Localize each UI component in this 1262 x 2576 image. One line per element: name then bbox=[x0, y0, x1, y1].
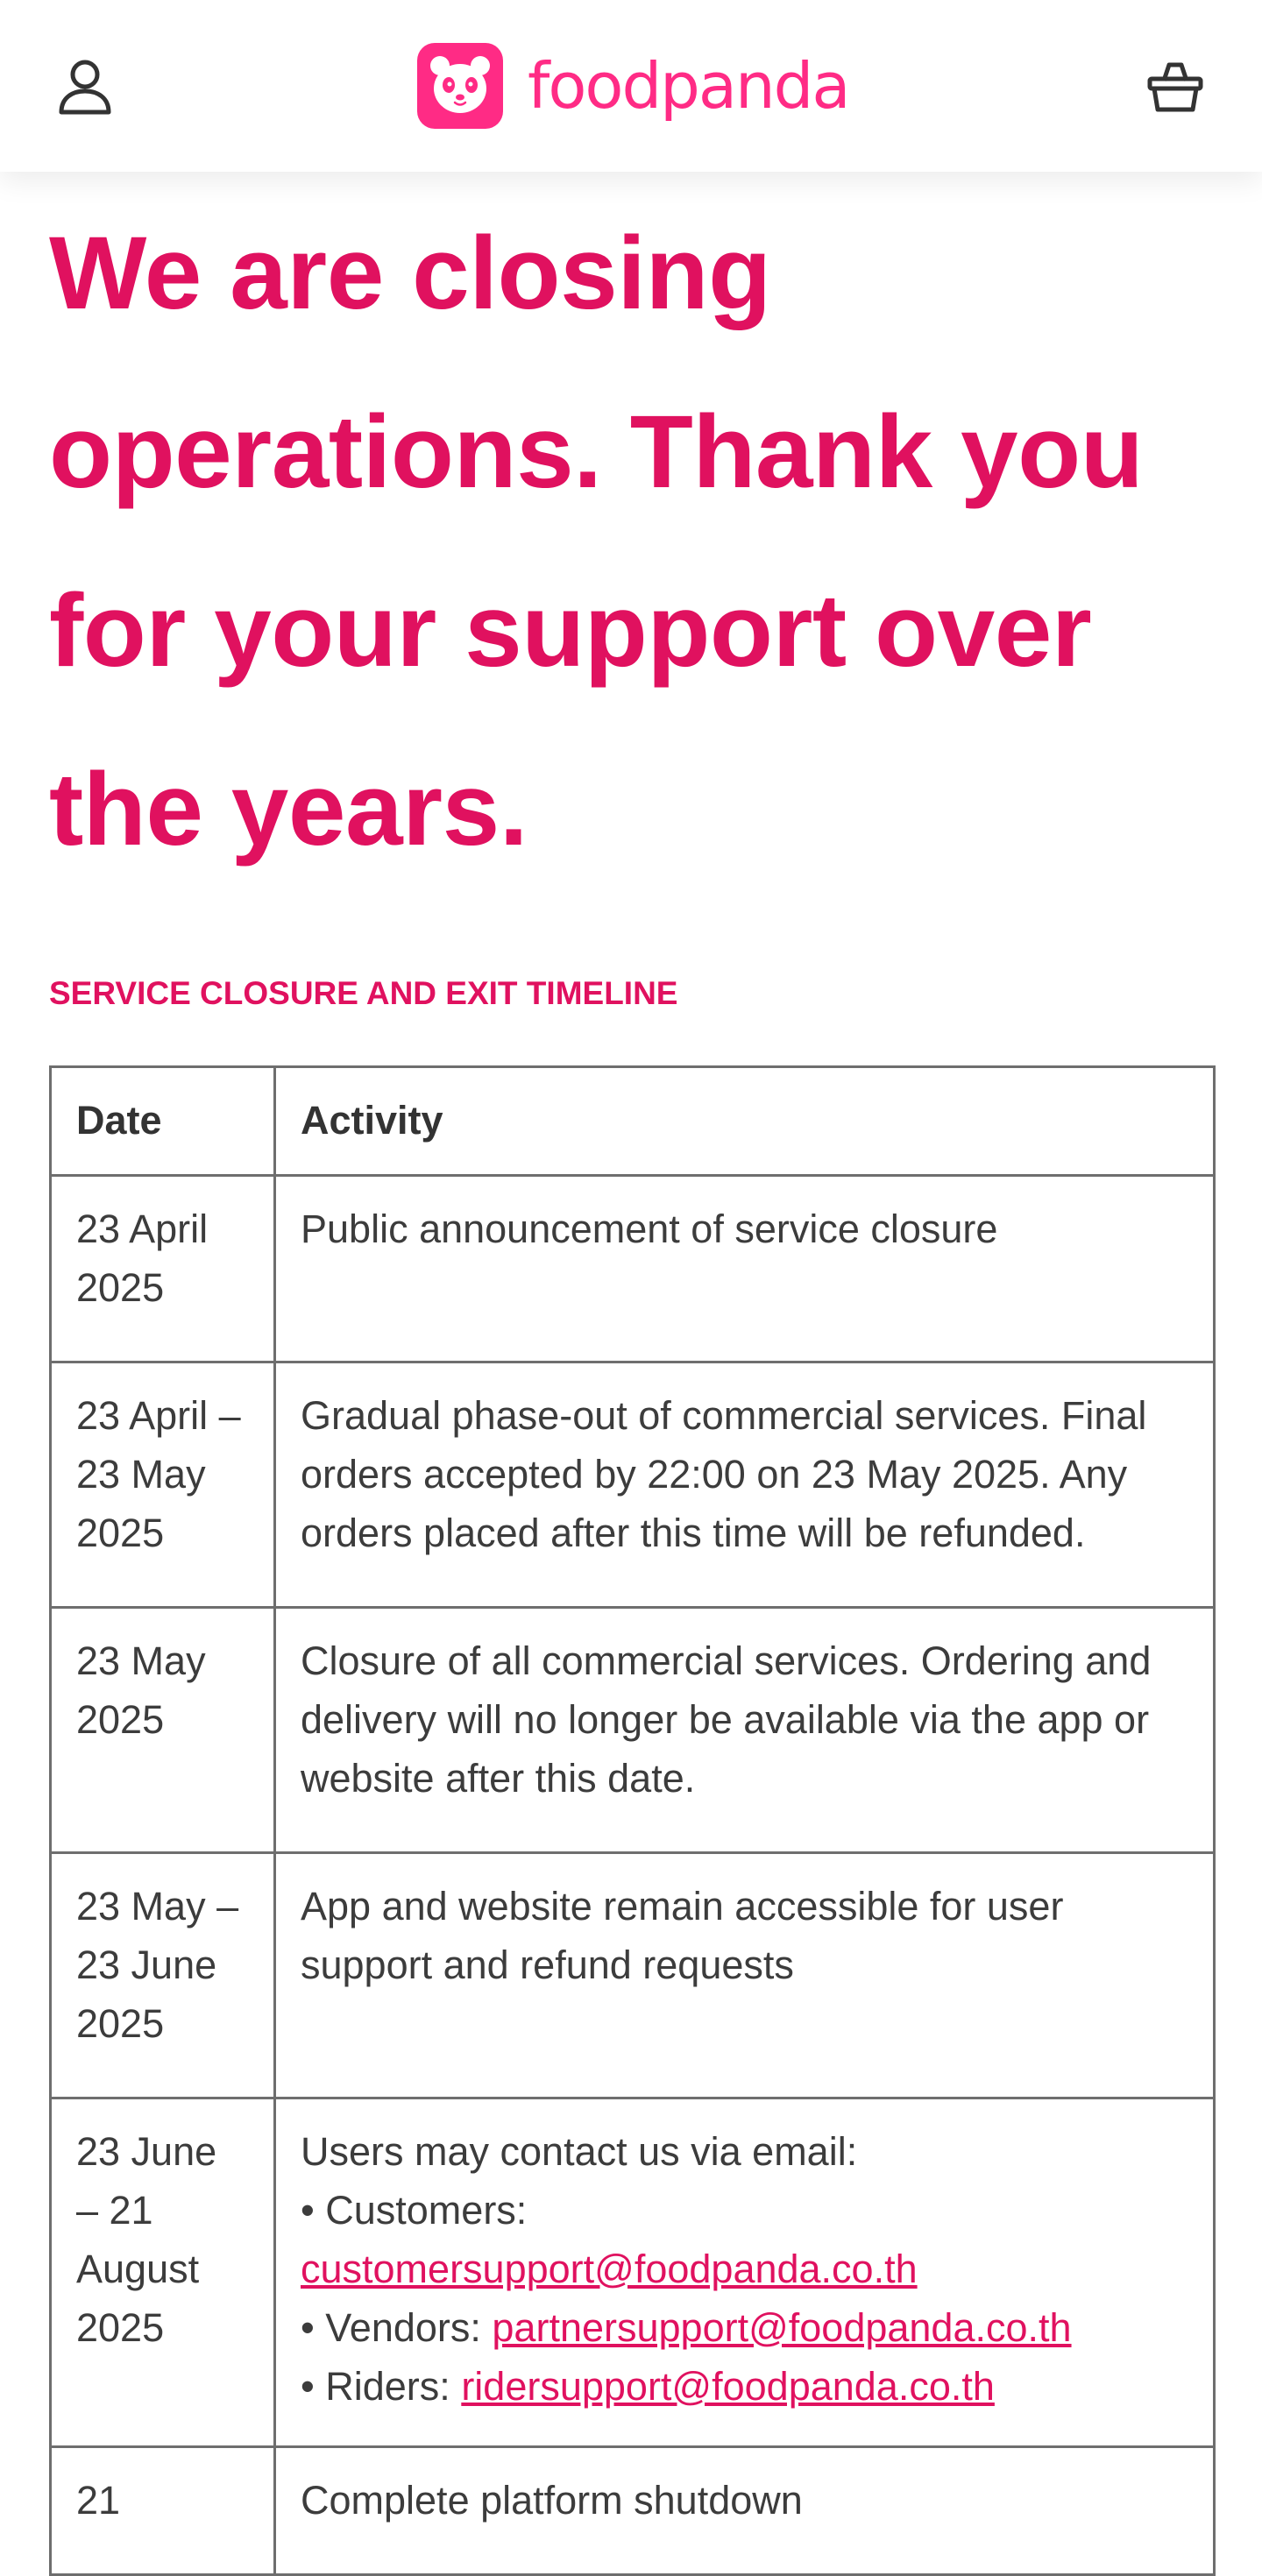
customer-support-email-link[interactable]: customersupport@foodpanda.co.th bbox=[301, 2247, 918, 2291]
section-title: SERVICE CLOSURE AND EXIT TIMELINE bbox=[49, 975, 678, 1011]
date-cell: 23 May 2025 bbox=[51, 1608, 275, 1853]
panda-logo-icon bbox=[417, 43, 503, 129]
account-button[interactable] bbox=[46, 47, 124, 126]
table-header-row bbox=[51, 1067, 1215, 1176]
table-row bbox=[51, 1853, 1215, 2098]
activity-cell: Closure of all commercial services. Ordering and delivery will no longer be available via the app or website after this date. bbox=[275, 1608, 1215, 1853]
activity-cell: Public announcement of service closure bbox=[275, 1176, 1215, 1362]
closure-notice bbox=[49, 172, 1213, 2576]
shopping-basket-icon bbox=[1146, 60, 1204, 114]
activity-cell: Complete platform shutdown bbox=[275, 2447, 1215, 2575]
date-cell: 23 April – 23 May 2025 bbox=[51, 1362, 275, 1608]
page-headline: We are closing operations. Thank you for your support over the years. bbox=[49, 216, 1144, 867]
contact-intro: Users may contact us via email: bbox=[301, 2129, 858, 2174]
date-cell: 23 May – 23 June 2025 bbox=[51, 1853, 275, 2098]
contact-customers-label: • Customers: bbox=[301, 2188, 528, 2233]
activity-cell bbox=[275, 2098, 1215, 2447]
date-cell: 23 June – 21 August 2025 bbox=[51, 2098, 275, 2447]
column-header-activity: Activity bbox=[275, 1067, 1215, 1176]
activity-cell: App and website remain accessible for user support and refund requests bbox=[275, 1853, 1215, 2098]
closure-timeline-table bbox=[49, 1065, 1216, 2576]
foodpanda-logo[interactable] bbox=[417, 42, 848, 130]
column-header-date: Date bbox=[51, 1067, 275, 1176]
contact-vendors-line bbox=[301, 2298, 1188, 2357]
activity-cell: Gradual phase-out of commercial services. Final orders accepted by 22:00 on 23 May 2025. Any orders placed after this time will be refunded. bbox=[275, 1362, 1215, 1608]
partner-support-email-link[interactable]: partnersupport@foodpanda.co.th bbox=[492, 2305, 1072, 2350]
table-row bbox=[51, 2447, 1215, 2575]
rider-support-email-link[interactable]: ridersupport@foodpanda.co.th bbox=[461, 2364, 995, 2409]
user-icon bbox=[57, 58, 113, 116]
date-cell: 23 April 2025 bbox=[51, 1176, 275, 1362]
date-cell: 21 bbox=[51, 2447, 275, 2575]
table-row bbox=[51, 1176, 1215, 1362]
table-row bbox=[51, 1608, 1215, 1853]
table-row bbox=[51, 2098, 1215, 2447]
contact-customers-line bbox=[301, 2240, 1188, 2298]
contact-riders-line bbox=[301, 2357, 1188, 2416]
contact-vendors-label: • Vendors: bbox=[301, 2305, 481, 2350]
table-row bbox=[51, 1362, 1215, 1608]
top-navigation-bar bbox=[0, 0, 1262, 172]
contact-riders-label: • Riders: bbox=[301, 2364, 450, 2409]
cart-button[interactable] bbox=[1136, 47, 1215, 126]
brand-name: foodpanda bbox=[528, 49, 849, 123]
